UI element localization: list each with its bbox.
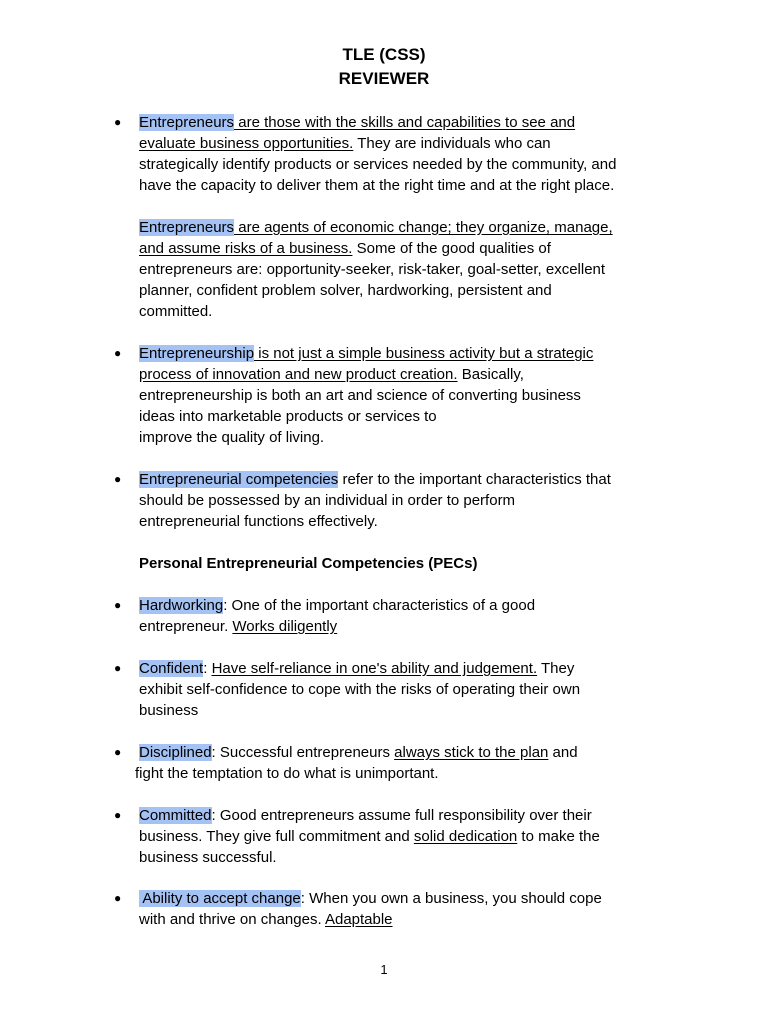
paragraph-entrepreneurial-competencies: Entrepreneurial competencies refer to the important characteristics that should be possessed by an individual in order to perform entrepreneurial functions effectively. <box>139 471 611 530</box>
paragraph-ability-to-accept-change: Ability to accept change: When you own a business, you should cope with and thrive on changes. Adaptable <box>139 890 602 928</box>
bullet-icon: ● <box>114 115 122 129</box>
highlighted-term: Hardworking <box>139 597 224 614</box>
page-subtitle: REVIEWER <box>338 69 430 88</box>
highlighted-term: Entrepreneurial competencies <box>139 471 339 488</box>
highlighted-term: Committed <box>139 807 212 824</box>
highlighted-term: Disciplined <box>139 744 212 761</box>
paragraph-confident: Confident: Have self-reliance in one's ability and judgement. They exhibit self-confidence to cope with the risks of operating their own business <box>139 660 581 719</box>
highlighted-term: Entrepreneurs <box>139 114 235 131</box>
bullet-icon: ● <box>114 661 122 675</box>
page-title: TLE (CSS) <box>342 45 426 64</box>
bullet-icon: ● <box>114 472 122 486</box>
paragraph-hardworking: Hardworking: One of the important characteristics of a good entrepreneur. Works diligently <box>139 597 536 635</box>
bullet-icon: ● <box>114 891 122 905</box>
highlighted-term: Entrepreneurship <box>139 345 255 362</box>
highlighted-term: Confident <box>139 660 204 677</box>
section-heading-pecs: Personal Entrepreneurial Competencies (PECs) <box>139 555 478 572</box>
bullet-icon: ● <box>114 346 122 360</box>
bullet-icon: ● <box>114 598 122 612</box>
paragraph-entrepreneurship: Entrepreneurship is not just a simple business activity but a strategic process of innovation and new product creation. Basically, entrepreneurship is both an art and science of converting business ideas into marketable products or services to improve the quality of living. <box>139 345 594 446</box>
paragraph-committed: Committed: Good entrepreneurs assume full responsibility over their business. They give full commitment and solid dedication to make the business successful. <box>139 807 600 866</box>
paragraph-disciplined: Disciplined: Successful entrepreneurs always stick to the plan and fight the temptation to do what is unimportant. <box>135 744 578 782</box>
highlighted-term: Entrepreneurs <box>139 219 235 236</box>
highlighted-term: Ability to accept change <box>139 890 301 907</box>
paragraph-entrepreneurs-agents: Entrepreneurs are agents of economic change; they organize, manage, and assume risks of a business. Some of the good qualities of entrepreneurs are: opportunity-seeker, risk-taker, goal-setter, excellent planner, confident problem solver, hardworking, persistent and committed. <box>139 219 613 320</box>
paragraph-entrepreneurs-definition: Entrepreneurs are those with the skills and capabilities to see and evaluate business opportunities. They are individuals who can strategically identify products or services needed by the community, and have the capacity to deliver them at the right time and at the right place. <box>139 114 617 194</box>
bullet-icon: ● <box>114 808 122 822</box>
bullet-icon: ● <box>114 745 122 759</box>
page-number: 1 <box>380 962 388 977</box>
